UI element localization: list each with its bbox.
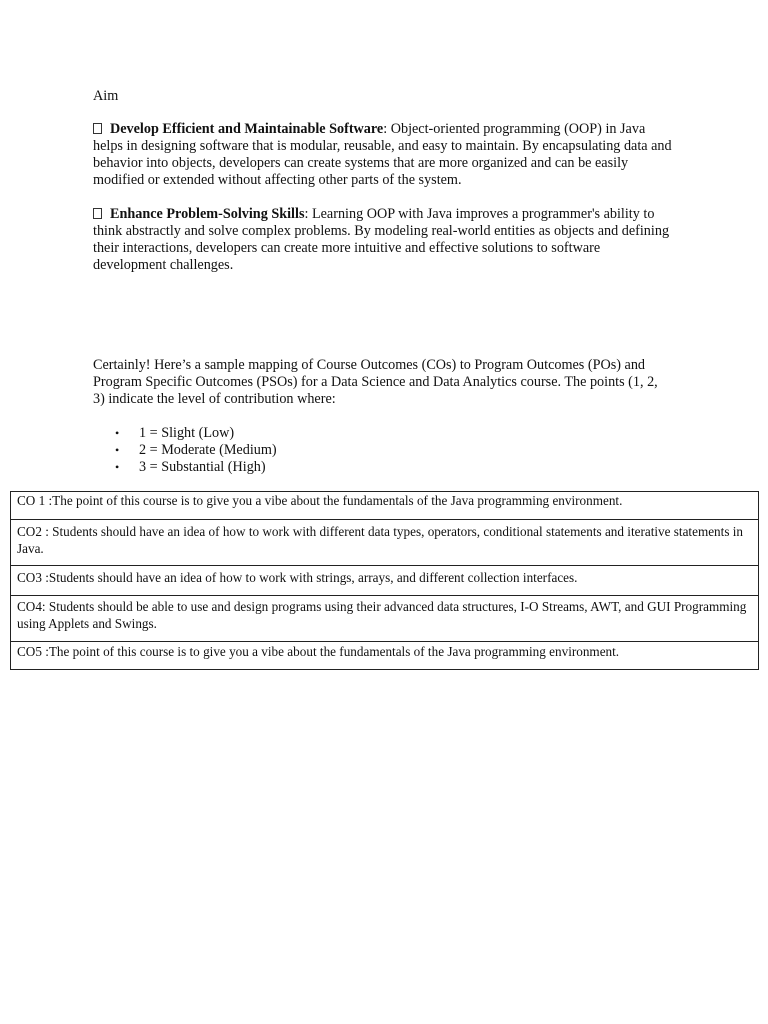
- table-cell-co5: CO5 :The point of this course is to give you a vibe about the fundamentals of the Java programming environment.: [11, 642, 759, 670]
- table-row: [11, 492, 759, 520]
- course-outcomes-table: [10, 491, 759, 670]
- objective-1-title: Develop Efficient and Maintainable Software: [110, 121, 384, 137]
- objective-2-paragraph: [93, 206, 673, 274]
- table-row: [11, 642, 759, 670]
- aim-heading: Aim: [93, 88, 119, 104]
- list-item: • 3 = Substantial (High): [93, 459, 277, 476]
- list-item: • 1 = Slight (Low): [93, 425, 277, 442]
- checkbox-bullet-icon: [93, 123, 102, 134]
- objective-1-body: : Object-oriented programming (OOP) in Java helps in designing software that is modular, reusable, and easy to maintain. By encapsulating data and behavior into objects, developers can create systems that are more organized and can be easily modified or extended without affecting other parts of the system.: [93, 121, 672, 188]
- list-item: • 2 = Moderate (Medium): [93, 442, 277, 459]
- table-cell-co2: CO2 : Students should have an idea of how to work with different data types, operators, conditional statements and iterative statements in Java.: [11, 520, 759, 566]
- objective-2: [93, 206, 673, 274]
- objective-1: [93, 121, 673, 189]
- checkbox-bullet-icon: [93, 208, 102, 219]
- table-row: [11, 520, 759, 566]
- table-cell-co4: CO4: Students should be able to use and design programs using their advanced data structures, I-O Streams, AWT, and GUI Programming using Applets and Swings.: [11, 596, 759, 642]
- table-row: [11, 596, 759, 642]
- table-cell-co3: CO3 :Students should have an idea of how to work with strings, arrays, and different collection interfaces.: [11, 566, 759, 596]
- table-row: [11, 566, 759, 596]
- table-cell-co1: CO 1 :The point of this course is to give you a vibe about the fundamentals of the Java programming environment.: [11, 492, 759, 520]
- intro-paragraph: Certainly! Here’s a sample mapping of Course Outcomes (COs) to Program Outcomes (POs) and Program Specific Outcomes (PSOs) for a Data Science and Data Analytics course. The points (1, 2, 3) indicate the level of contribution where:: [93, 357, 658, 407]
- contribution-level-list: [93, 425, 277, 475]
- objective-1-paragraph: [93, 121, 673, 189]
- objective-2-title: Enhance Problem-Solving Skills: [110, 206, 305, 222]
- objective-2-body: : Learning OOP with Java improves a programmer's ability to think abstractly and solve complex problems. By modeling real-world entities as objects and defining their interactions, developers can create more intuitive and effective solutions to software development challenges.: [93, 206, 670, 273]
- intro-block: [93, 357, 673, 408]
